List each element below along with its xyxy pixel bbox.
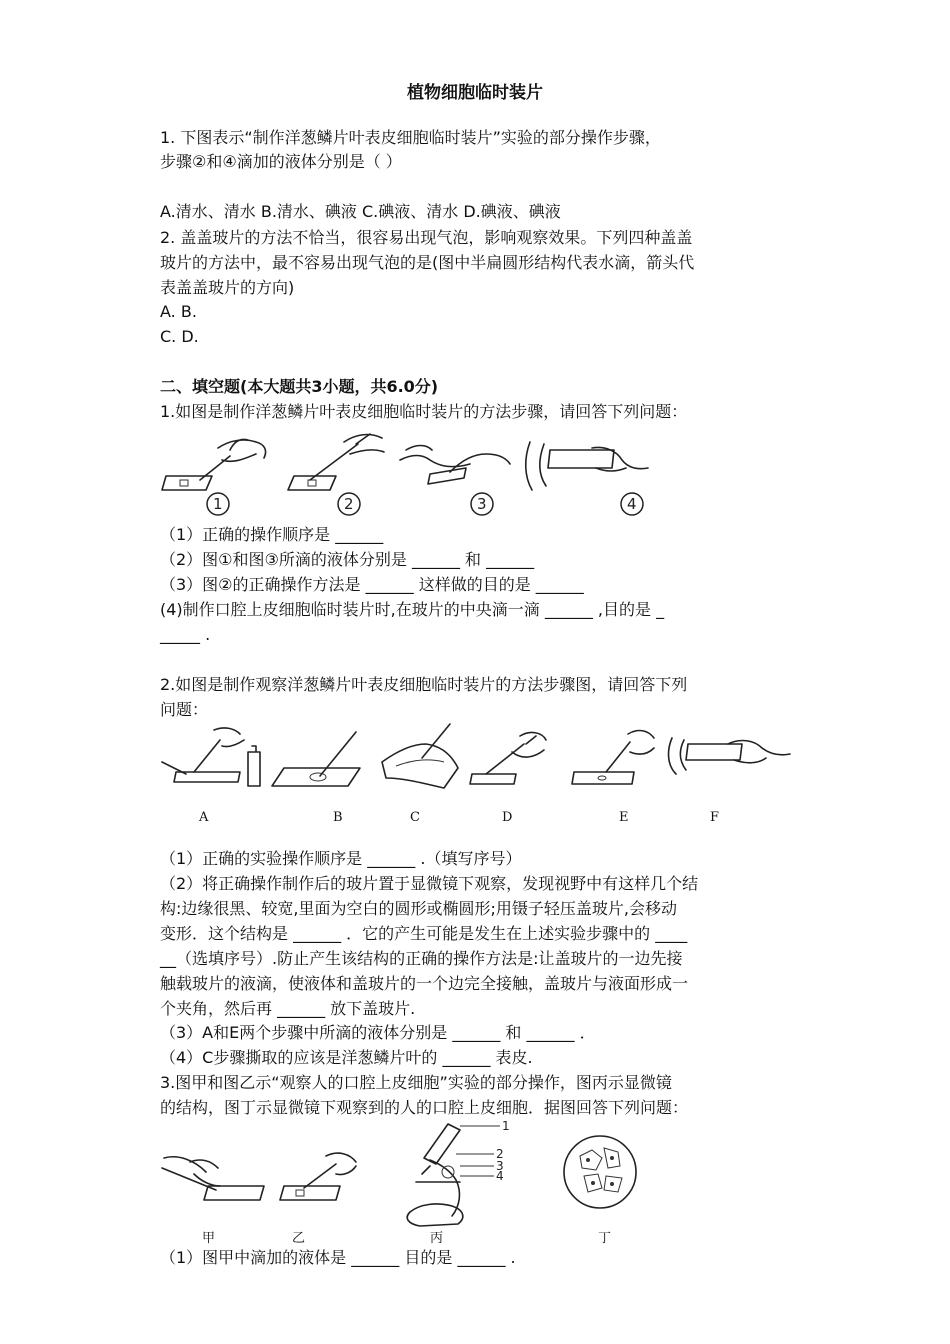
f2-label-c: C bbox=[410, 810, 420, 825]
f1-step3-drawing bbox=[400, 446, 510, 485]
f2-step-e-drawing bbox=[572, 731, 654, 784]
f2-label-a: A bbox=[199, 810, 209, 825]
q2-line1: 2. 盖盖玻片的方法不恰当，很容易出现气泡，影响观察效果。下列四种盖盖 bbox=[160, 228, 693, 247]
f2-answer-2-line6: 个夹角，然后再 ______ 放下盖玻片. bbox=[160, 999, 416, 1018]
f2-intro-2: 问题： bbox=[160, 700, 209, 719]
f2-step-c-drawing bbox=[382, 724, 458, 788]
q1-line2: 步骤②和④滴加的液体分别是（ ） bbox=[160, 152, 402, 171]
q2-line3: 表盖盖玻片的方向) bbox=[160, 278, 295, 297]
f1-step2-drawing bbox=[288, 434, 384, 490]
f2-answer-3: （3）A和E两个步骤中所滴的液体分别是 ______ 和 ______ ． bbox=[160, 1023, 596, 1042]
q1-line1: 1. 下图表示“制作洋葱鳞片叶表皮细胞临时装片”实验的部分操作步骤， bbox=[160, 128, 661, 147]
mic-label-1: 1 bbox=[502, 1120, 510, 1133]
f1-label-4: 4 bbox=[627, 495, 637, 513]
mic-label-3: 3 bbox=[496, 1159, 504, 1173]
f2-label-d: D bbox=[502, 810, 513, 825]
mic-label-2: 2 bbox=[496, 1147, 504, 1161]
f2-answer-2-line4: __（选填序号）.防止产生该结构的正确的操作方法是:让盖玻片的一边先接 bbox=[160, 949, 683, 968]
section-heading: 二、填空题(本大题共3小题，共6.0分) bbox=[160, 377, 439, 396]
f2-intro-1: 2.如图是制作观察洋葱鳞片叶表皮细胞临时装片的方法步骤图，请回答下列 bbox=[160, 675, 688, 694]
f1-answer-1: （1）正确的操作顺序是 ______ bbox=[160, 525, 384, 544]
f1-answer-3: （3）图②的正确操作方法是 ______ 这样做的目的是 ______ bbox=[160, 575, 584, 594]
f1-label-1: 1 bbox=[213, 495, 223, 513]
f3-label-jia: 甲 bbox=[202, 1231, 216, 1246]
f3-figure bbox=[160, 1120, 640, 1238]
f2-step-a-drawing bbox=[162, 728, 260, 786]
f3-label-ding: 丁 bbox=[598, 1231, 612, 1246]
f2-answer-4: （4）C步骤撕取的应该是洋葱鳞片叶的 ______ 表皮. bbox=[160, 1048, 533, 1067]
f3-answer-1: （1）图甲中滴加的液体是 ______ 目的是 ______ . bbox=[160, 1248, 516, 1267]
f2-step-f-drawing bbox=[669, 738, 790, 774]
f3-microscope-drawing bbox=[407, 1124, 500, 1226]
page-title: 植物细胞临时装片 bbox=[407, 83, 543, 103]
f1-intro: 1.如图是制作洋葱鳞片叶表皮细胞临时装片的方法步骤，请回答下列问题： bbox=[160, 402, 688, 421]
f1-step1-drawing bbox=[162, 439, 266, 490]
f2-answer-2-line2: 构:边缘很黑、较宽,里面为空白的圆形或椭圆形;用镊子轻压盖玻片,会移动 bbox=[160, 899, 677, 918]
f2-step-d-drawing bbox=[470, 733, 546, 784]
f3-label-yi: 乙 bbox=[292, 1231, 306, 1246]
f3-label-bing: 丙 bbox=[430, 1231, 444, 1246]
q2-options-cd: C. D. bbox=[160, 327, 199, 346]
f2-label-e: E bbox=[619, 810, 629, 825]
f2-answer-2-line1: （2）将正确操作制作后的玻片置于显微镜下观察，发现视野中有这样几个结 bbox=[160, 874, 699, 893]
f2-answer-1: （1）正确的实验操作顺序是 ______ .（填写序号） bbox=[160, 849, 522, 868]
f1-label-2: 2 bbox=[344, 495, 354, 513]
f1-label-3: 3 bbox=[477, 495, 487, 513]
f3-jia-drawing bbox=[162, 1157, 264, 1200]
f3-intro-2: 的结构，图丁示显微镜下观察到的人的口腔上皮细胞．据图回答下列问题： bbox=[160, 1098, 689, 1117]
f2-answer-2-line3: 变形．这个结构是 ______ ．它的产生可能是发生在上述实验步骤中的 ____ bbox=[160, 924, 688, 943]
f2-step-b-drawing bbox=[272, 732, 360, 786]
f3-intro-1: 3.图甲和图乙示“观察人的口腔上皮细胞”实验的部分操作，图丙示显微镜 bbox=[160, 1073, 672, 1092]
q1-options: A.清水、清水 B.清水、碘液 C.碘液、清水 D.碘液、碘液 bbox=[160, 202, 561, 221]
f3-yi-drawing bbox=[280, 1153, 356, 1200]
f2-label-f: F bbox=[710, 810, 720, 825]
f1-answer-4b: _____ . bbox=[160, 625, 211, 644]
f1-answer-4a: (4)制作口腔上皮细胞临时装片时,在玻片的中央滴一滴 ______ ,目的是 _ bbox=[160, 600, 665, 619]
f2-answer-2-line5: 触载玻片的液滴，使液体和盖玻片的一个边完全接触，盖玻片与液面形成一 bbox=[160, 974, 689, 993]
f3-cells-drawing bbox=[564, 1136, 636, 1208]
q2-options-ab: A. B. bbox=[160, 302, 197, 321]
f2-figure bbox=[160, 722, 792, 802]
f1-answer-2: （2）图①和图③所滴的液体分别是 ______ 和 ______ bbox=[160, 550, 535, 569]
q2-line2: 玻片的方法中，最不容易出现气泡的是(图中半扁圆形结构代表水滴，箭头代 bbox=[160, 253, 695, 272]
mic-label-4: 4 bbox=[496, 1169, 504, 1183]
f2-label-b: B bbox=[333, 810, 343, 825]
f1-step4-drawing bbox=[526, 442, 648, 490]
f1-figure bbox=[160, 428, 650, 520]
